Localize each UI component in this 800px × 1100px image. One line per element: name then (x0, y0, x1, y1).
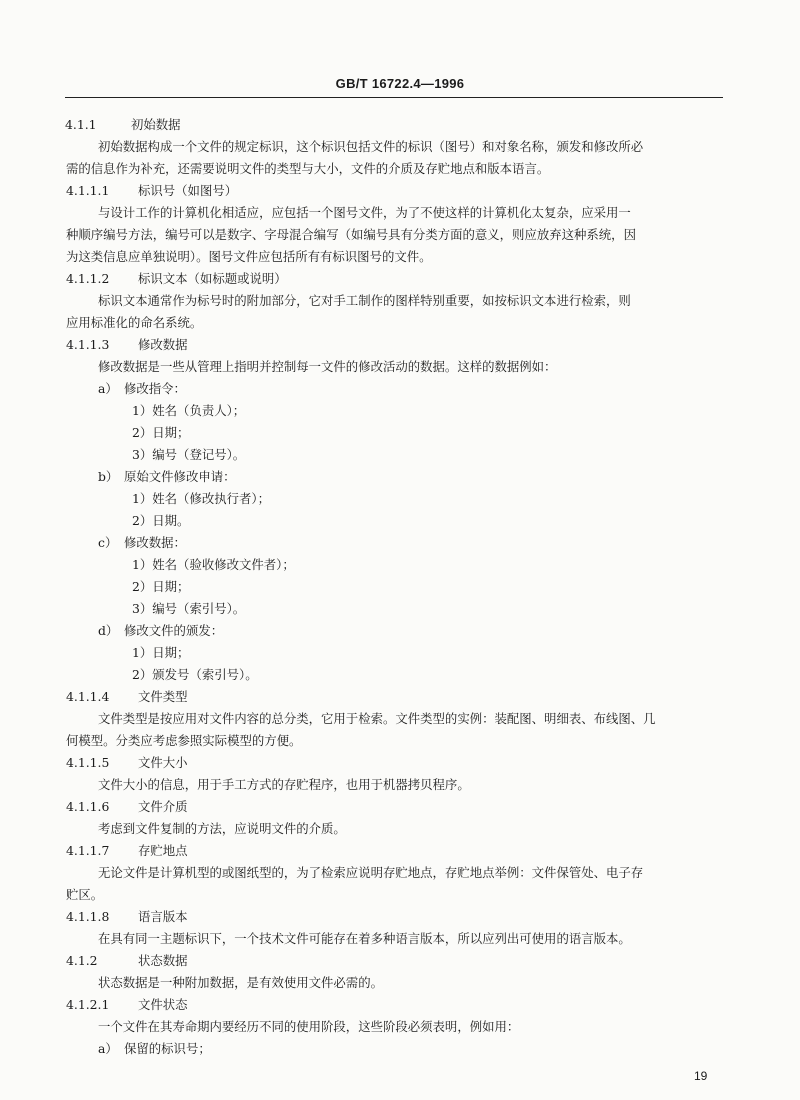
section-number: 4.1.1 (65, 117, 97, 132)
line-text: 1）日期； (132, 645, 190, 660)
line-text: 状态数据是一种附加数据，是有效使用文件必需的。 (98, 975, 383, 990)
paragraph-line (132, 667, 258, 683)
section-title: 文件介质 (138, 799, 188, 814)
paragraph-line (132, 601, 245, 617)
paragraph-line (132, 403, 245, 419)
line-text: 考虑到文件复制的方法，应说明文件的介质。 (98, 821, 346, 836)
section-number: 4.1.1.4 (66, 689, 110, 704)
line-text: 种顺序编号方法，编号可以是数字、字母混合编写（如编号具有分类方面的意义，则应放弃这种系统，因 (66, 227, 636, 242)
paragraph-line (66, 227, 636, 243)
list-marker: d） (98, 623, 119, 638)
list-item (98, 381, 186, 397)
paragraph-line (66, 161, 549, 177)
section-number: 4.1.1.8 (66, 909, 110, 924)
line-text: 文件类型是按应用对文件内容的总分类，它用于检索。文件类型的实例：装配图、明细表、布线图、几 (98, 711, 656, 726)
paragraph-line (98, 931, 631, 947)
list-item (98, 469, 236, 485)
line-text: 1）姓名（验收修改文件者）； (132, 557, 295, 572)
line-text: 文件大小的信息，用于手工方式的存贮程序，也用于机器拷贝程序。 (98, 777, 470, 792)
section-heading (66, 843, 188, 859)
section-title: 标识号（如图号） (138, 183, 238, 198)
section-number: 4.1.2.1 (66, 997, 110, 1012)
line-text: 需的信息作为补充，还需要说明文件的类型与大小，文件的介质及存贮地点和版本语言。 (66, 161, 550, 176)
line-text: 应用标准化的命名系统。 (66, 315, 203, 330)
line-text: 修改数据是一些从管理上指明并控制每一文件的修改活动的数据。这样的数据例如： (98, 359, 557, 374)
paragraph-line (98, 139, 643, 155)
line-text: 标识文本通常作为标号时的附加部分，它对手工制作的图样特别重要，如按标识文本进行检索，则 (98, 293, 631, 308)
page-header: GB/T 16722.4—1996 (335, 76, 465, 91)
line-text: 何模型。分类应考虑参照实际模型的方便。 (66, 733, 302, 748)
section-heading (66, 183, 237, 199)
paragraph-line (132, 513, 189, 529)
page-number: 19 (694, 1069, 708, 1083)
section-heading (66, 337, 188, 353)
paragraph-line (66, 733, 301, 749)
list-item (98, 535, 186, 551)
section-number: 4.1.2 (66, 953, 98, 968)
line-text: 为这类信息应单独说明）。图号文件应包括所有有标识图号的文件。 (66, 249, 432, 264)
section-title: 状态数据 (138, 953, 188, 968)
line-text: 2）日期； (132, 579, 190, 594)
paragraph-line (132, 425, 189, 441)
list-item (98, 623, 223, 639)
list-item (98, 1041, 211, 1057)
line-text: 贮区。 (66, 887, 104, 902)
line-text: 一个文件在其寿命期内要经历不同的使用阶段，这些阶段必须表明，例如用： (98, 1019, 520, 1034)
line-text: 2）日期。 (132, 513, 190, 528)
paragraph-line (132, 557, 295, 573)
list-marker: a） (98, 381, 118, 396)
paragraph-line (132, 645, 189, 661)
line-text: 原始文件修改申请： (124, 469, 236, 484)
line-text: 2）颁发号（索引号）。 (132, 667, 258, 682)
section-title: 存贮地点 (138, 843, 188, 858)
paragraph-line (98, 865, 643, 881)
line-text: 1）姓名（负责人）； (132, 403, 246, 418)
paragraph-line (132, 491, 270, 507)
section-heading (66, 799, 188, 815)
paragraph-line (98, 777, 470, 793)
line-text: 在具有同一主题标识下，一个技术文件可能存在着多种语言版本，所以应列出可使用的语言版本。 (98, 931, 631, 946)
line-text: 2）日期； (132, 425, 190, 440)
section-heading (66, 755, 188, 771)
section-title: 标识文本（如标题或说明） (138, 271, 287, 286)
line-text: 3）编号（索引号）。 (132, 601, 246, 616)
section-number: 4.1.1.1 (66, 183, 110, 198)
paragraph-line (132, 579, 189, 595)
section-title: 修改数据 (138, 337, 188, 352)
paragraph-line (98, 821, 346, 837)
section-number: 4.1.1.5 (66, 755, 110, 770)
section-title: 初始数据 (131, 117, 181, 132)
line-text: 无论文件是计算机型的或图纸型的，为了检索应说明存贮地点，存贮地点举例：文件保管处、电子存 (98, 865, 644, 880)
paragraph-line (66, 887, 103, 903)
paragraph-line (98, 205, 631, 221)
line-text: 1）姓名（修改执行者）； (132, 491, 270, 506)
line-text: 修改指令： (124, 381, 186, 396)
line-text: 修改文件的颁发： (124, 623, 224, 638)
section-heading (66, 689, 188, 705)
paragraph-line (66, 315, 202, 331)
paragraph-line (98, 359, 556, 375)
line-text: 修改数据： (124, 535, 186, 550)
line-text: 初始数据构成一个文件的规定标识，这个标识包括文件的标识（图号）和对象名称，颁发和修改所必 (98, 139, 644, 154)
section-title: 文件大小 (138, 755, 188, 770)
section-heading (66, 909, 188, 925)
section-heading (66, 271, 287, 287)
section-number: 4.1.1.2 (66, 271, 110, 286)
section-number: 4.1.1.3 (66, 337, 110, 352)
line-text: 与设计工作的计算机化相适应，应包括一个图号文件，为了不使这样的计算机化太复杂，应采用一 (98, 205, 631, 220)
section-title: 语言版本 (138, 909, 188, 924)
section-heading (66, 997, 188, 1013)
paragraph-line (66, 249, 432, 265)
section-heading (66, 953, 188, 969)
paragraph-line (98, 975, 383, 991)
list-marker: b） (98, 469, 119, 484)
section-title: 文件类型 (138, 689, 188, 704)
line-text: 3）编号（登记号）。 (132, 447, 246, 462)
section-number: 4.1.1.7 (66, 843, 110, 858)
paragraph-line (98, 1019, 519, 1035)
list-marker: a） (98, 1041, 118, 1056)
list-marker: c） (98, 535, 118, 550)
paragraph-line (132, 447, 245, 463)
paragraph-line (98, 711, 656, 727)
section-title: 文件状态 (138, 997, 188, 1012)
paragraph-line (98, 293, 631, 309)
section-number: 4.1.1.6 (66, 799, 110, 814)
line-text: 保留的标识号； (124, 1041, 211, 1056)
section-heading (65, 117, 181, 133)
